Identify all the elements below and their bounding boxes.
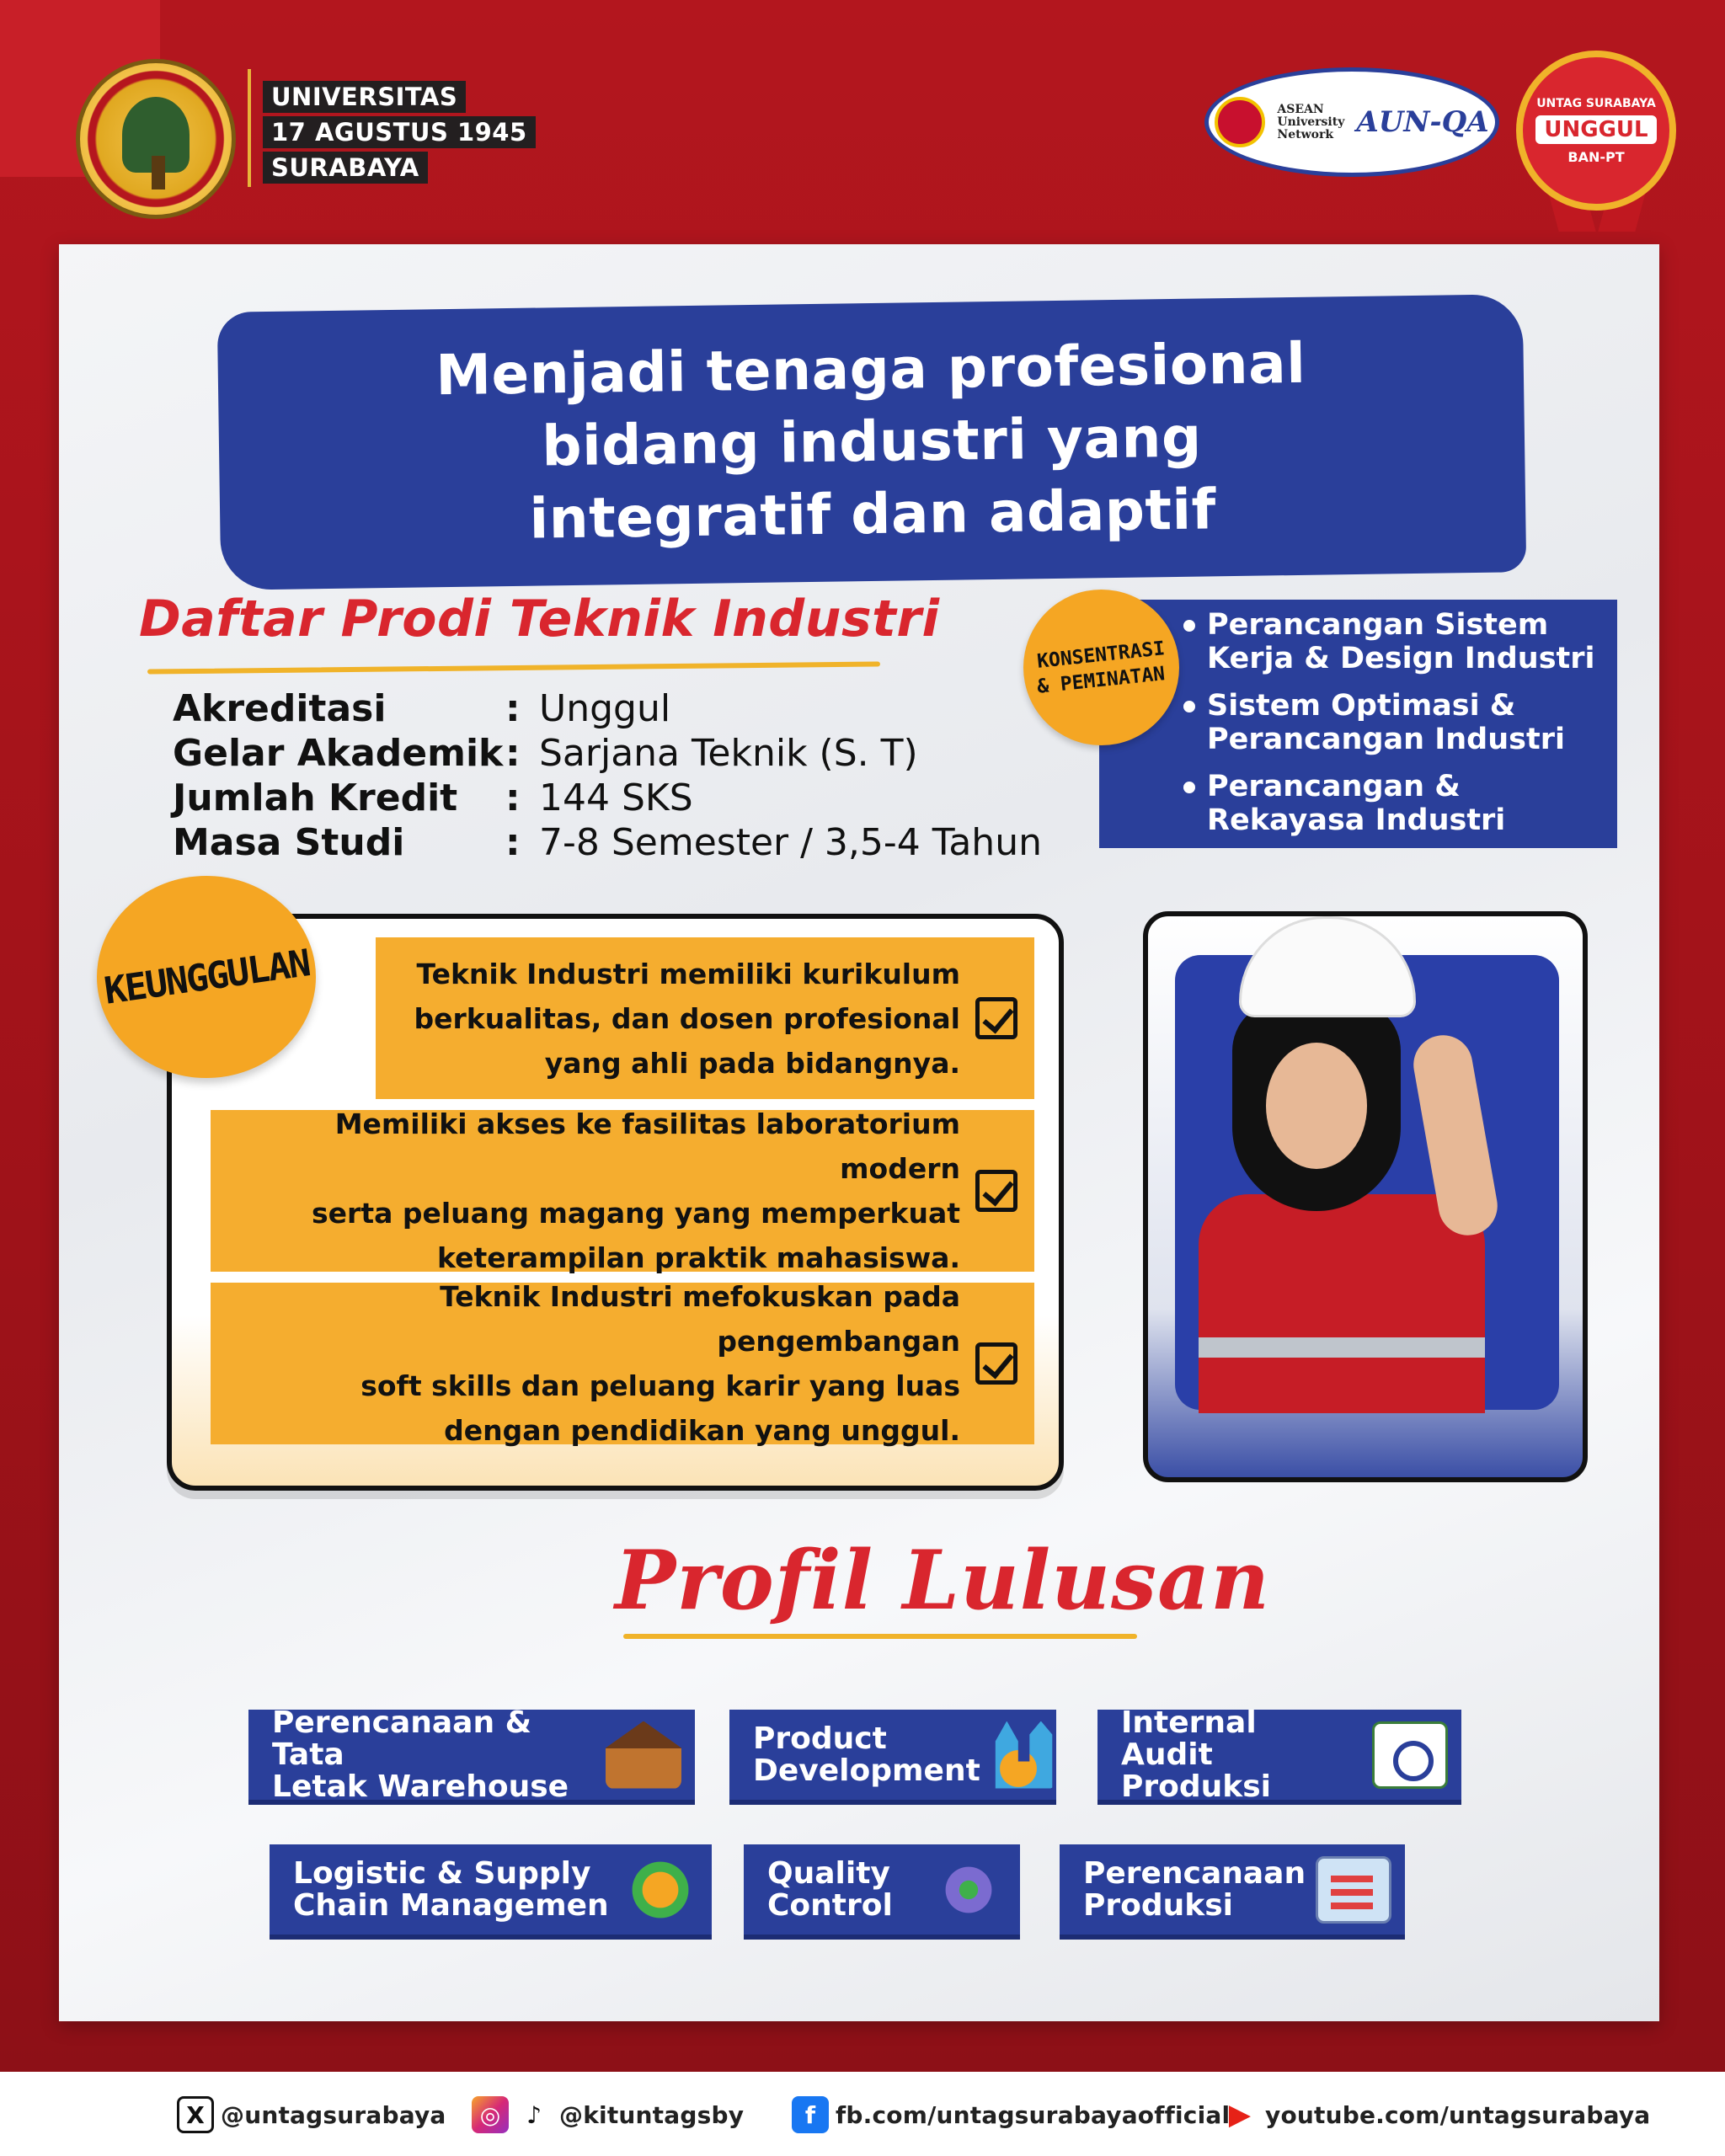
unggul-badge-bottom: BAN-PT [1567,148,1625,165]
info-value: Sarjana Teknik (S. T) [539,732,918,775]
info-colon: : [505,776,521,819]
keunggulan-point-text [211,1102,960,1280]
profil-card-line: Logistic & Supply [293,1855,591,1891]
info-row [173,776,1042,820]
profil-card-label [753,1723,980,1787]
student-vest [1199,1194,1485,1413]
konsentrasi-panel [1099,600,1617,848]
point-line: Teknik Industri memiliki kurikulum [416,957,960,990]
ig-tiktok-handle[interactable]: @kituntagsby [559,2100,745,2129]
profil-card-line: Chain Managemen [293,1887,609,1923]
keunggulan-point [211,1280,1034,1447]
clipboard-icon [1316,1856,1391,1924]
profil-card-label [1121,1707,1372,1803]
profil-card [1060,1844,1405,1940]
warehouse-icon [606,1721,681,1789]
point-line: keterampilan praktik mahasiswa. [437,1241,960,1274]
profil-card [248,1705,695,1805]
konsentrasi-badge-line: KONSENTRASI [1036,637,1167,673]
keunggulan-badge-label: KEUNGGULAN [101,941,312,1013]
info-row [173,686,1042,731]
info-row [173,820,1042,865]
konsentrasi-badge-line: & PEMINATAN [1036,662,1167,698]
profil-card-line: Perencanaan [1083,1855,1306,1891]
profil-card [1097,1705,1461,1805]
university-seal-logo [76,59,236,219]
unggul-badge-top: UNTAG SURABAYA [1536,96,1656,110]
info-label: Akreditasi [173,687,387,730]
konsentrasi-item-label: Perancangan & Rekayasa Industri [1207,770,1506,837]
bullet-dot [1183,701,1195,712]
info-label: Jumlah Kredit [173,776,458,819]
aun-network-text [1277,104,1344,141]
profil-card-line: Audit Produksi [1121,1737,1271,1804]
aun-text-line: University [1277,115,1345,129]
bullet-dot [1183,620,1195,632]
profil-card-label [272,1707,606,1803]
profil-card-line: Quality [767,1855,890,1891]
aun-qa-text: AUN-QA [1356,105,1489,139]
point-line: serta peluang magang yang memperkuat [312,1197,960,1230]
university-name-line: 17 AGUSTUS 1945 [263,116,536,148]
bullet-dot [1183,782,1195,793]
info-value: Unggul [539,687,671,730]
product-development-icon [980,1721,1056,1789]
student-photo-frame [1143,911,1588,1482]
checkbox-check-icon [975,1170,1017,1212]
social-youtube[interactable] [1221,2095,1650,2134]
facebook-icon: f [792,2096,829,2133]
point-line: Memiliki akses ke fasilitas laboratorium modern [334,1107,960,1185]
konsentrasi-item-label: Sistem Optimasi & Perancangan Industri [1207,689,1565,756]
info-row [173,731,1042,776]
konsentrasi-item [1183,770,1600,837]
headline-line: bidang industri yang [541,404,1203,479]
konsentrasi-item [1183,608,1600,675]
profil-card [270,1844,712,1940]
konsentrasi-badge [1023,590,1179,745]
konsentrasi-item-label: Perancangan Sistem Kerja & Design Industri [1207,608,1595,675]
safety-helmet-icon [1239,916,1416,1017]
social-facebook[interactable] [792,2095,1230,2134]
headline-line: integratif dan adaptif [529,477,1217,552]
asean-emblem-icon [1215,97,1265,147]
audit-icon [1372,1721,1448,1789]
checkbox-check-icon [975,1342,1017,1385]
profil-card-label [1083,1855,1306,1923]
info-label: Masa Studi [173,821,405,864]
youtube-play-icon: ▶ [1228,2098,1252,2132]
info-colon: : [505,687,521,730]
profil-lulusan-title: Profil Lulusan [615,1533,1271,1628]
profil-card-line: Product [753,1721,887,1756]
konsentrasi-item [1183,689,1600,756]
aun-text-line: Network [1277,127,1334,141]
quality-gear-icon [931,1856,1007,1924]
profil-card-line: Perencanaan & Tata [272,1705,532,1772]
profil-card [744,1844,1020,1940]
aun-qa-logo [1204,67,1499,177]
profil-title-underline [623,1634,1137,1639]
header-divider [248,69,251,187]
info-label: Gelar Akademik [173,732,504,775]
unggul-badge-label: UNGGUL [1535,115,1656,144]
vest-reflective-stripe [1199,1337,1485,1358]
point-line: berkualitas, dan dosen profesional [414,1001,960,1035]
x-handle[interactable]: @untagsurabaya [221,2100,446,2129]
keunggulan-point-text [414,952,961,1086]
info-colon: : [505,732,521,775]
profil-card-line: Produksi [1083,1887,1233,1923]
student-face [1266,1043,1367,1169]
social-x[interactable] [177,2095,446,2134]
social-instagram-tiktok[interactable] [472,2095,744,2134]
point-line: soft skills dan peluang karir yang luas [360,1369,960,1402]
profil-card [729,1710,1056,1805]
keunggulan-badge [97,876,316,1078]
tiktok-icon: ♪ [526,2100,542,2129]
keunggulan-point [211,1107,1034,1274]
unggul-accreditation-badge [1516,51,1676,211]
headline-line: Menjadi tenaga profesional [435,330,1306,408]
profil-card-line: Control [767,1887,893,1923]
point-line: dengan pendidikan yang unggul. [444,1414,960,1447]
youtube-url[interactable]: youtube.com/untagsurabaya [1265,2100,1651,2129]
profil-card-label [767,1855,893,1923]
aun-text-line: ASEAN [1277,102,1324,116]
checkbox-check-icon [975,997,1017,1039]
prodi-title: Daftar Prodi Teknik Industri [139,590,940,648]
instagram-icon: ◎ [472,2096,509,2133]
x-logo-icon: X [177,2096,214,2133]
prodi-info-table [173,686,1042,865]
logistic-icon [622,1856,698,1924]
keunggulan-point-text [211,1274,960,1453]
keunggulan-point [376,937,1034,1099]
university-name-line: SURABAYA [263,152,428,184]
facebook-url[interactable]: fb.com/untagsurabayaofficial [836,2100,1231,2129]
point-line: Teknik Industri mefokuskan pada pengembangan [440,1280,960,1358]
profil-card-line: Letak Warehouse [272,1769,569,1804]
headline-banner [217,294,1526,590]
info-value: 144 SKS [539,776,693,819]
university-name-line: UNIVERSITAS [263,81,466,113]
social-footer [0,2072,1725,2156]
info-value: 7-8 Semester / 3,5-4 Tahun [539,821,1042,864]
point-line: yang ahli pada bidangnya. [544,1046,960,1080]
profil-card-line: Development [753,1753,980,1788]
university-name [263,81,536,184]
seal-trunk [152,156,165,189]
profil-card-label [293,1855,609,1923]
info-colon: : [505,821,521,864]
profil-card-line: Internal [1121,1705,1257,1740]
